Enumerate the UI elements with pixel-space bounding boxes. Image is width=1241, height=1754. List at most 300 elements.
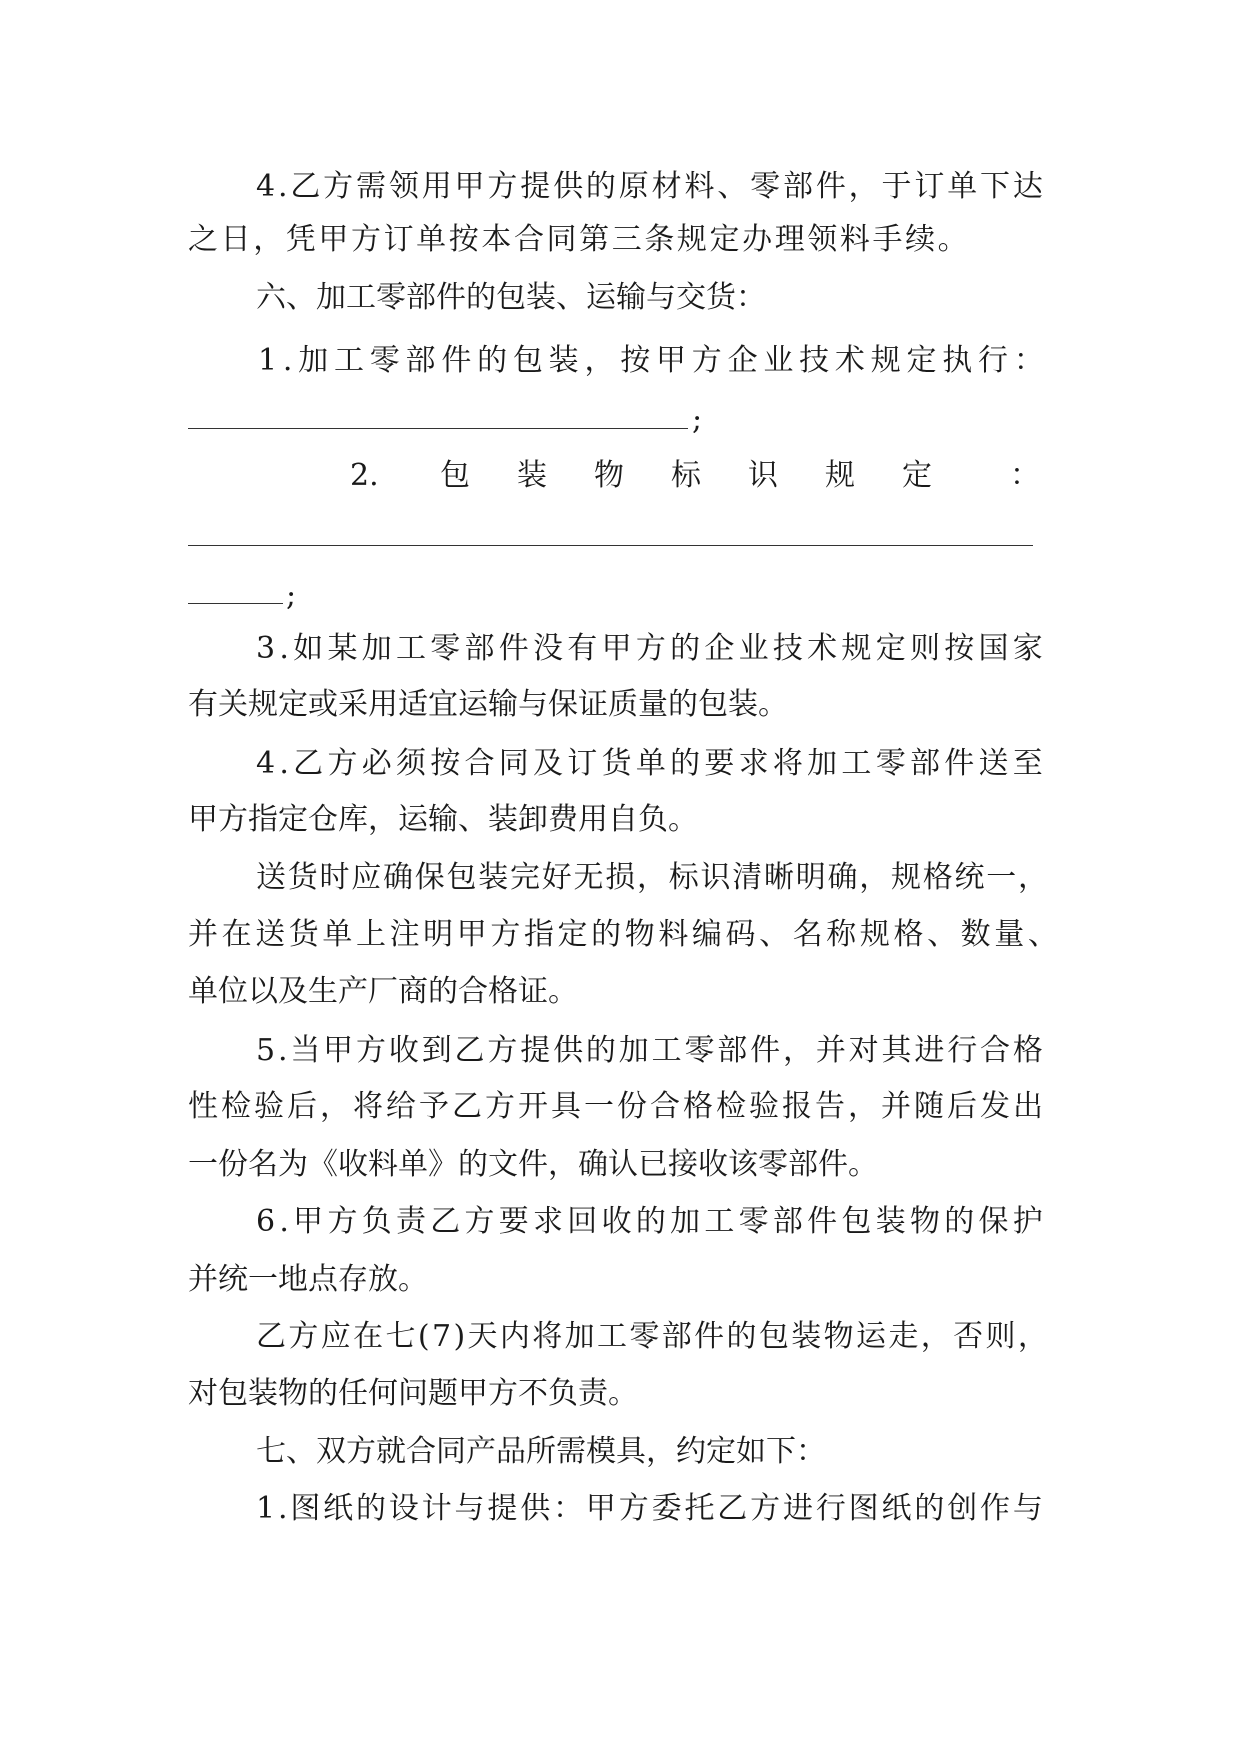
text-char: 求	[533, 1204, 564, 1239]
text-char: 格	[922, 860, 953, 895]
text-char: 方	[750, 1491, 781, 1526]
text-char: 图	[848, 1491, 879, 1526]
paragraph-line: 有关规定或采用适宜运输与保证质量的包装。	[188, 687, 788, 722]
text-char: 同	[498, 746, 529, 781]
text-char: 创	[947, 1491, 978, 1526]
text-char: .	[277, 1491, 288, 1526]
text-char: 则	[985, 1319, 1016, 1354]
text-char: 零	[629, 1319, 660, 1354]
text-char: 的	[670, 631, 701, 666]
text-char: 零	[750, 169, 781, 204]
text-char: 应	[320, 1319, 351, 1354]
text-char: .	[279, 631, 289, 666]
paragraph-line	[188, 220, 968, 260]
text-char: 方	[356, 1033, 387, 1068]
text-char: 甲	[323, 1033, 354, 1068]
text-char: 领	[388, 169, 419, 204]
text-char: 单	[322, 917, 353, 952]
paragraph-line	[188, 915, 1058, 955]
paragraph-line: 甲方指定仓库，运输、装卸费用自负。	[188, 802, 698, 837]
text-char: (	[417, 1319, 430, 1354]
text-char: 件	[807, 1204, 838, 1239]
text-char: 合	[650, 1089, 680, 1124]
text-char: 性	[188, 1089, 218, 1124]
text-char: 如	[293, 631, 324, 666]
text-char: 将	[772, 746, 803, 781]
text-char: 则	[909, 631, 940, 666]
text-char: 明	[423, 917, 454, 952]
text-char: 方	[485, 1089, 515, 1124]
text-char: 开	[518, 1089, 548, 1124]
text-char: 下	[980, 169, 1011, 204]
text-char: 装	[875, 1204, 906, 1239]
text-char: 确	[827, 860, 858, 895]
text-char: 条	[644, 222, 675, 257]
text-char: 5	[256, 1033, 276, 1068]
text-char: 图	[290, 1491, 321, 1526]
text-char: 零	[738, 1204, 769, 1239]
text-char: 称	[826, 917, 857, 952]
text-char: 走	[888, 1319, 919, 1354]
text-char: 量	[994, 917, 1025, 952]
text-char: 部	[909, 746, 940, 781]
text-char: .	[279, 746, 289, 781]
text-char: 1	[256, 1491, 276, 1526]
text-char: 委	[651, 1491, 682, 1526]
text-char: 保	[414, 860, 445, 895]
text-char: 检	[221, 1089, 251, 1124]
text-char: 的	[585, 1033, 616, 1068]
text-char: 订	[914, 169, 945, 204]
text-char: 定	[875, 631, 906, 666]
text-char: 收	[388, 1033, 419, 1068]
text-char: ，	[920, 1319, 951, 1354]
paragraph-line: 对包装物的任何问题甲方不负责。	[188, 1376, 638, 1411]
text-char: 件	[750, 1033, 781, 1068]
text-char: 领	[807, 222, 838, 257]
text-char: 并	[188, 917, 218, 952]
section-heading: 七、双方就合同产品所需模具，约定如下：	[256, 1434, 826, 1469]
text-char: 部	[717, 1033, 748, 1068]
text-char: 七	[385, 1319, 416, 1354]
text-char: 必	[361, 746, 392, 781]
text-char: 并	[881, 1089, 911, 1124]
spaced-char: 物	[594, 458, 624, 493]
text-char: 本	[481, 222, 512, 257]
text-char: 企	[727, 343, 758, 378]
text-char: 业	[763, 343, 794, 378]
text-char: 的	[356, 1491, 387, 1526]
text-char: 4	[256, 746, 276, 781]
text-char: 6	[256, 1204, 276, 1239]
text-char: 报	[782, 1089, 812, 1124]
text-char: 乙	[430, 1204, 461, 1239]
text-char: 工	[841, 746, 872, 781]
text-char: 进	[782, 1491, 813, 1526]
text-char: 单	[947, 169, 978, 204]
text-char: 托	[684, 1491, 715, 1526]
text-char: 发	[980, 1089, 1010, 1124]
text-char: 上	[355, 917, 386, 952]
text-char: 设	[388, 1491, 419, 1526]
text-char: 方	[691, 343, 722, 378]
text-char: 、	[759, 917, 790, 952]
text-char: 的	[944, 1204, 975, 1239]
text-char: 原	[618, 169, 649, 204]
text-char: 进	[914, 1033, 945, 1068]
text-char: 加	[564, 1319, 595, 1354]
text-char: 。	[937, 222, 968, 257]
text-char: 办	[742, 222, 773, 257]
text-char: 乙	[717, 1491, 748, 1526]
blank-underline	[188, 545, 1033, 546]
text-char: 部	[772, 1204, 803, 1239]
spaced-char: 包	[440, 458, 470, 493]
text-char: 送	[978, 746, 1009, 781]
text-char: 合	[980, 1033, 1011, 1068]
text-char: 执	[942, 343, 973, 378]
text-char: 续	[905, 222, 936, 257]
text-char: 理	[774, 222, 805, 257]
text-char: 、	[1027, 917, 1058, 952]
text-char: 的	[635, 1204, 666, 1239]
text-char: 日	[220, 222, 251, 257]
text-char: 工	[333, 343, 364, 378]
text-char: 装	[478, 860, 509, 895]
text-char: 合	[464, 746, 495, 781]
text-char: 编	[691, 917, 722, 952]
text-char: 后	[287, 1089, 317, 1124]
text-char: ：	[1013, 343, 1044, 378]
text-char: 部	[405, 343, 436, 378]
text-char: .	[277, 169, 288, 204]
text-char: 工	[395, 631, 426, 666]
text-char: 注	[389, 917, 420, 952]
text-char: 用	[421, 169, 452, 204]
text-char: 乙	[293, 746, 324, 781]
text-char: 包	[446, 860, 477, 895]
text-char: 甲	[293, 1204, 324, 1239]
text-char: 4	[256, 169, 276, 204]
text-char: 技	[799, 343, 830, 378]
blank-terminator: ;	[286, 578, 297, 613]
text-char: 的	[670, 746, 701, 781]
text-char: 装	[791, 1319, 822, 1354]
spaced-char: 标	[671, 458, 701, 493]
text-char: 于	[881, 169, 912, 204]
text-char: 材	[651, 169, 682, 204]
text-char: 1	[258, 343, 278, 378]
text-char: 随	[914, 1089, 944, 1124]
text-char: 方	[350, 222, 381, 257]
text-char: 统	[954, 860, 985, 895]
spaced-char: 2.	[350, 458, 379, 493]
paragraph-line	[256, 167, 1043, 207]
text-char: 货	[288, 917, 319, 952]
spaced-char: 识	[748, 458, 778, 493]
blank-terminator: ;	[692, 402, 703, 437]
text-char: 确	[383, 860, 413, 895]
text-char: 无	[573, 860, 604, 895]
text-char: 工	[597, 1319, 628, 1354]
text-char: 方	[490, 917, 521, 952]
text-char: 乙	[454, 1033, 485, 1068]
text-char: 部	[661, 1319, 692, 1354]
text-char: 并	[815, 1033, 846, 1068]
text-char: 件	[498, 631, 529, 666]
text-char: 对	[848, 1033, 879, 1068]
text-char: 甲	[456, 917, 487, 952]
text-char: ，	[848, 169, 879, 204]
text-char: 方	[327, 1204, 358, 1239]
text-char: 标	[668, 860, 699, 895]
text-char: 零	[430, 631, 461, 666]
text-char: 完	[510, 860, 540, 895]
text-char: 3	[256, 631, 276, 666]
text-char: 一	[584, 1089, 614, 1124]
text-char: 定	[709, 222, 740, 257]
text-char: 供	[520, 1491, 551, 1526]
text-char: 名	[792, 917, 823, 952]
text-char: 方	[323, 169, 354, 204]
text-char: 、	[717, 169, 748, 204]
text-char: 料	[684, 169, 715, 204]
text-char: 负	[361, 1204, 392, 1239]
text-char: 方	[487, 169, 518, 204]
text-char: 否	[953, 1319, 984, 1354]
text-char: 货	[287, 860, 318, 895]
text-char: 第	[579, 222, 610, 257]
text-char: 同	[546, 222, 577, 257]
text-char: 三	[611, 222, 642, 257]
paragraph-line	[258, 341, 1044, 381]
text-char: 验	[254, 1089, 284, 1124]
text-char: 件	[441, 343, 472, 378]
paragraph-line	[256, 1202, 1043, 1242]
text-char: 件	[815, 169, 846, 204]
text-char: ，	[859, 860, 890, 895]
text-char: 后	[947, 1089, 977, 1124]
text-char: 明	[795, 860, 826, 895]
text-char: 单	[416, 222, 447, 257]
text-char: 与	[454, 1491, 485, 1526]
text-char: 有	[567, 631, 598, 666]
text-char: 护	[1012, 1204, 1043, 1239]
text-char: 数	[960, 917, 991, 952]
text-char: 的	[726, 1319, 757, 1354]
paragraph-line	[256, 1489, 1043, 1529]
text-char: 内	[499, 1319, 530, 1354]
text-char: 规	[841, 631, 872, 666]
text-char: 须	[395, 746, 426, 781]
text-char: 技	[772, 631, 803, 666]
text-char: 装	[548, 343, 579, 378]
text-char: 天	[467, 1319, 498, 1354]
spaced-heading	[0, 456, 1241, 496]
text-char: 提	[487, 1491, 518, 1526]
text-char: 物	[624, 917, 655, 952]
text-char: 甲	[601, 631, 632, 666]
text-char: ：	[553, 1491, 584, 1526]
text-char: 加	[298, 343, 329, 378]
text-char: 的	[585, 169, 616, 204]
text-char: 按	[620, 343, 651, 378]
text-char: 规	[891, 860, 921, 895]
text-char: 具	[551, 1089, 581, 1124]
text-char: 物	[909, 1204, 940, 1239]
text-char: 格	[683, 1089, 713, 1124]
paragraph-line	[256, 1031, 1043, 1071]
text-char: 订	[567, 746, 598, 781]
text-char: 给	[386, 1089, 416, 1124]
text-char: 格	[1012, 1033, 1043, 1068]
text-char: 件	[694, 1319, 725, 1354]
text-char: 方	[487, 1033, 518, 1068]
text-char: ，	[637, 860, 667, 895]
text-char: ，	[782, 1033, 813, 1068]
text-char: 订	[383, 222, 414, 257]
text-char: 方	[635, 631, 666, 666]
spaced-char: 定	[902, 458, 932, 493]
paragraph-line: 并统一地点存放。	[188, 1262, 428, 1297]
text-char: 与	[1012, 1491, 1043, 1526]
text-char: 包	[758, 1319, 789, 1354]
text-char: 按	[944, 631, 975, 666]
text-char: 到	[421, 1033, 452, 1068]
text-char: ，	[584, 343, 615, 378]
text-char: 规	[676, 222, 707, 257]
text-char: 工	[651, 1033, 682, 1068]
text-char: 没	[533, 631, 564, 666]
text-char: 将	[353, 1089, 383, 1124]
text-char: .	[282, 343, 293, 378]
paragraph-line: 单位以及生产厂商的合格证。	[188, 974, 578, 1009]
text-char: 时	[319, 860, 350, 895]
text-char: 术	[834, 343, 865, 378]
text-char: 工	[704, 1204, 735, 1239]
text-char: 包	[512, 343, 543, 378]
text-char: 损	[605, 860, 636, 895]
text-char: 的	[591, 917, 622, 952]
text-char: ，	[1018, 860, 1048, 895]
text-char: 纸	[323, 1491, 354, 1526]
text-char: 其	[881, 1033, 912, 1068]
text-char: 份	[617, 1089, 647, 1124]
text-char: 至	[1012, 746, 1043, 781]
text-char: 乙	[256, 1319, 286, 1354]
text-char: 方	[288, 1319, 319, 1354]
text-char: 需	[356, 169, 387, 204]
text-char: 部	[782, 169, 813, 204]
text-char: 检	[716, 1089, 746, 1124]
text-char: 一	[986, 860, 1017, 895]
text-char: 将	[532, 1319, 563, 1354]
text-char: 乙	[290, 169, 321, 204]
text-char: 在	[221, 917, 252, 952]
text-char: 达	[1012, 169, 1043, 204]
text-char: 在	[353, 1319, 384, 1354]
text-char: 定	[557, 917, 588, 952]
text-char: 手	[872, 222, 903, 257]
text-char: ，	[1017, 1319, 1048, 1354]
text-char: 甲	[318, 222, 349, 257]
paragraph-line	[256, 1317, 1048, 1357]
text-char: 国	[978, 631, 1009, 666]
text-char: 纸	[881, 1491, 912, 1526]
text-char: 合	[513, 222, 544, 257]
text-char: 凭	[285, 222, 316, 257]
text-char: 企	[704, 631, 735, 666]
text-char: 零	[369, 343, 400, 378]
text-char: 格	[893, 917, 924, 952]
text-char: 好	[541, 860, 572, 895]
text-char: 应	[351, 860, 382, 895]
text-char: .	[277, 1033, 288, 1068]
text-char: 告	[815, 1089, 845, 1124]
text-char: 提	[520, 1033, 551, 1068]
text-char: 方	[464, 1204, 495, 1239]
text-char: .	[279, 1204, 289, 1239]
text-char: 定	[906, 343, 937, 378]
text-char: 予	[419, 1089, 449, 1124]
text-char: 指	[523, 917, 554, 952]
paragraph-line: 一份名为《收料单》的文件，确认已接收该零部件。	[188, 1147, 878, 1182]
text-char: 行	[815, 1491, 846, 1526]
text-char: 要	[704, 746, 735, 781]
text-char: 规	[870, 343, 901, 378]
text-char: 家	[1012, 631, 1043, 666]
text-char: 回	[567, 1204, 598, 1239]
paragraph-line	[188, 1087, 1043, 1127]
text-char: 码	[725, 917, 756, 952]
text-char: 料	[658, 917, 689, 952]
text-char: 验	[749, 1089, 779, 1124]
text-char: 货	[601, 746, 632, 781]
text-char: 送	[255, 917, 286, 952]
text-char: 行	[947, 1033, 978, 1068]
text-char: 作	[980, 1491, 1011, 1526]
text-char: 加	[670, 1204, 701, 1239]
text-char: 收	[601, 1204, 632, 1239]
text-char: 的	[914, 1491, 945, 1526]
paragraph-line	[256, 744, 1043, 784]
text-char: 按	[430, 746, 461, 781]
text-char: 行	[978, 343, 1009, 378]
text-char: 及	[533, 746, 564, 781]
text-char: ，	[253, 222, 284, 257]
text-char: 晰	[764, 860, 794, 895]
text-char: 部	[464, 631, 495, 666]
text-char: 方	[618, 1491, 649, 1526]
text-char: 供	[553, 169, 584, 204]
text-char: 乙	[452, 1089, 482, 1124]
text-char: 、	[927, 917, 958, 952]
spaced-char: 装	[517, 458, 547, 493]
text-char: 提	[520, 169, 551, 204]
text-char: 计	[421, 1491, 452, 1526]
text-char: 要	[498, 1204, 529, 1239]
text-char: )	[453, 1319, 466, 1354]
text-char: 甲	[454, 169, 485, 204]
text-char: 甲	[585, 1491, 616, 1526]
spaced-char: ：	[1010, 458, 1040, 493]
paragraph-line	[256, 629, 1043, 669]
text-char: 的	[477, 343, 508, 378]
text-char: 件	[944, 746, 975, 781]
paragraph-line	[256, 858, 1048, 898]
blank-underline	[188, 603, 283, 604]
text-char: 零	[875, 746, 906, 781]
